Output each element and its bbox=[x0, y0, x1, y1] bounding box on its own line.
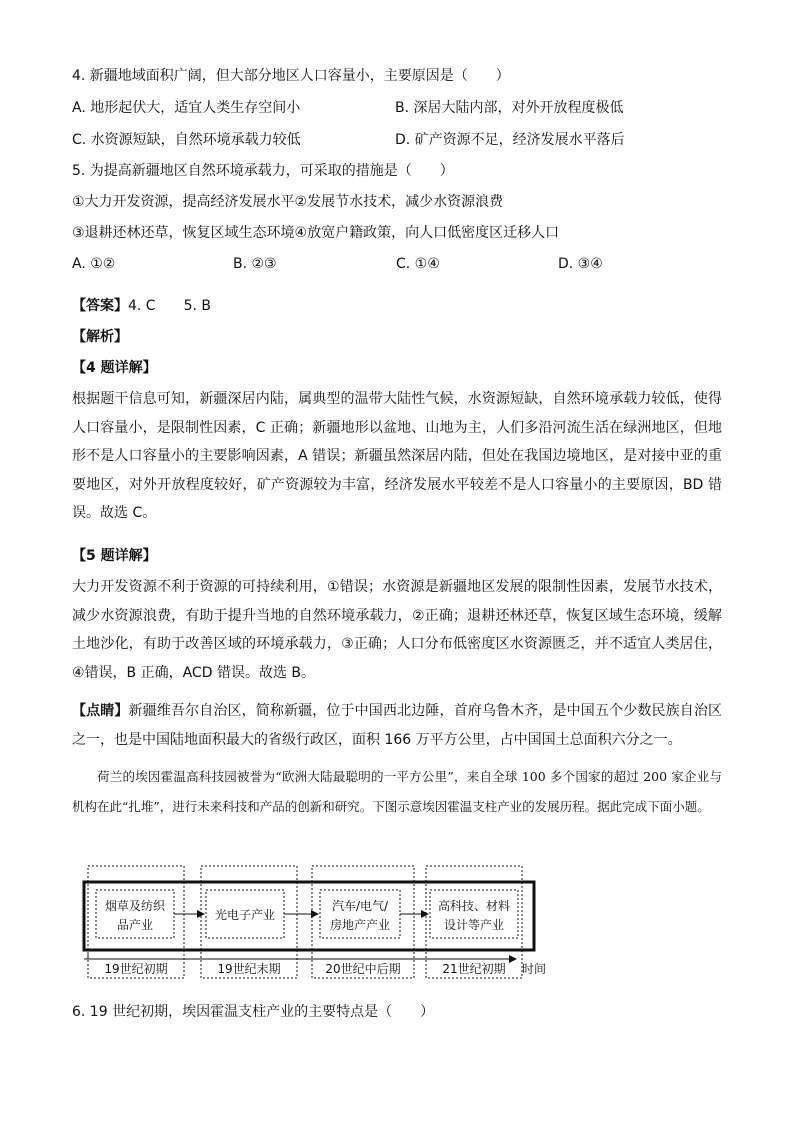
industry-timeline-diagram bbox=[80, 862, 560, 986]
highlight-label: 【点睛】 bbox=[72, 703, 129, 719]
industry-1-line-2: 品产业 bbox=[116, 918, 154, 932]
q5-measures-line-2: ③退耕还林还草，恢复区域生态环境④放宽户籍政策，向人口低密度区迁移人口 bbox=[72, 225, 560, 241]
highlight-text: 新疆维吾尔自治区，简称新疆，位于中国西北边陲，首府乌鲁木齐，是中国五个少数民族自治区之一，也是中国陆地面积最大的省级行政区，面积 166 万平方公里，占中国国土总面积六分之一。 bbox=[72, 703, 723, 748]
q4-option-d: D. 矿产资源不足，经济发展水平落后 bbox=[395, 132, 625, 148]
industry-2-line-1: 光电子产业 bbox=[214, 908, 276, 922]
industry-3-line-2: 房地产产业 bbox=[329, 918, 391, 932]
answer-label: 【答案】 bbox=[72, 298, 128, 314]
answer-text: 4. C 5. B bbox=[128, 298, 211, 314]
reading-passage: 荷兰的埃因霍温高科技园被誉为“欧洲大陆最聪明的一平方公里”，来自全球 100 多个国家的超过 200 家企业与机构在此“扎堆”，进行未来科技和产品的创新和研究。下图示意埃因霍温支柱产业的发展历程。据此完成下面小题。 bbox=[72, 769, 722, 814]
q4-option-a: A. 地形起伏大，适宜人类生存空间小 bbox=[72, 100, 301, 116]
q4-option-b: B. 深居大陆内部，对外开放程度极低 bbox=[395, 100, 624, 116]
industry-3-line-1: 汽车/电气/ bbox=[331, 899, 389, 913]
q4-option-c: C. 水资源短缺，自然环境承载力较低 bbox=[72, 132, 301, 148]
industry-4-line-2: 设计等产业 bbox=[443, 918, 505, 932]
period-3: 20世纪中后期 bbox=[325, 962, 401, 976]
detail4-text: 根据题干信息可知，新疆深居内陆，属典型的温带大陆性气候，水资源短缺，自然环境承载力较低，使得人口容量小，是限制性因素，C 正确；新疆地形以盆地、山地为主，人们多沿河流生活在绿洲地区，但地形不是人口容量小的主要影响因素，A 错误；新疆虽然深居内陆，但处在我国边境地区，是对接中亚的重要地区，对外开放程度较好，矿产资源较为丰富，经济发展水平较差不是人口容量小的主要原因，BD 错误。故选 C。 bbox=[72, 391, 722, 521]
q5-option-b: B. ②③ bbox=[233, 256, 277, 272]
timeline-svg bbox=[80, 862, 560, 982]
period-4: 21世纪初期 bbox=[442, 962, 506, 976]
highlight-block bbox=[72, 697, 722, 754]
industry-4-line-1: 高科技、材料 bbox=[437, 899, 511, 913]
analysis-label: 【解析】 bbox=[72, 329, 128, 345]
q4-stem: 4. 新疆地域面积广阔，但大部分地区人口容量小，主要原因是（ ） bbox=[72, 68, 510, 84]
detail5-text: 大力开发资源不利于资源的可持续利用，①错误；水资源是新疆地区发展的限制性因素，发展节水技术，减少水资源浪费，有助于提升当地的自然环境承载力，②正确；退耕还林还草，恢复区域生态环境，缓解土地沙化，有助于改善区域的环境承载力，③正确；人口分布低密度区水资源匮乏，并不适宜人类居住，④错误，B 正确，ACD 错误。故选 B。 bbox=[72, 579, 722, 681]
industry-1-line-1: 烟草及纺织 bbox=[104, 899, 166, 913]
q5-stem: 5. 为提高新疆地区自然环境承载力，可采取的措施是（ ） bbox=[72, 163, 454, 179]
diagram-frame bbox=[84, 882, 534, 950]
period-1: 19世纪初期 bbox=[104, 962, 168, 976]
time-axis-label: 时间 bbox=[521, 962, 547, 976]
answer-line bbox=[72, 296, 211, 316]
q5-measures-line-1: ①大力开发资源，提高经济发展水平②发展节水技术，减少水资源浪费 bbox=[72, 194, 504, 210]
q5-option-d: D. ③④ bbox=[558, 256, 603, 272]
q5-option-c: C. ①④ bbox=[396, 256, 440, 272]
q6-stem: 6. 19 世纪初期，埃因霍温支柱产业的主要特点是（ ） bbox=[72, 1004, 435, 1020]
detail4-label: 【4 题详解】 bbox=[72, 360, 157, 376]
detail5-label: 【5 题详解】 bbox=[72, 548, 157, 564]
q5-option-a: A. ①② bbox=[72, 256, 116, 272]
period-2: 19世纪末期 bbox=[217, 962, 281, 976]
